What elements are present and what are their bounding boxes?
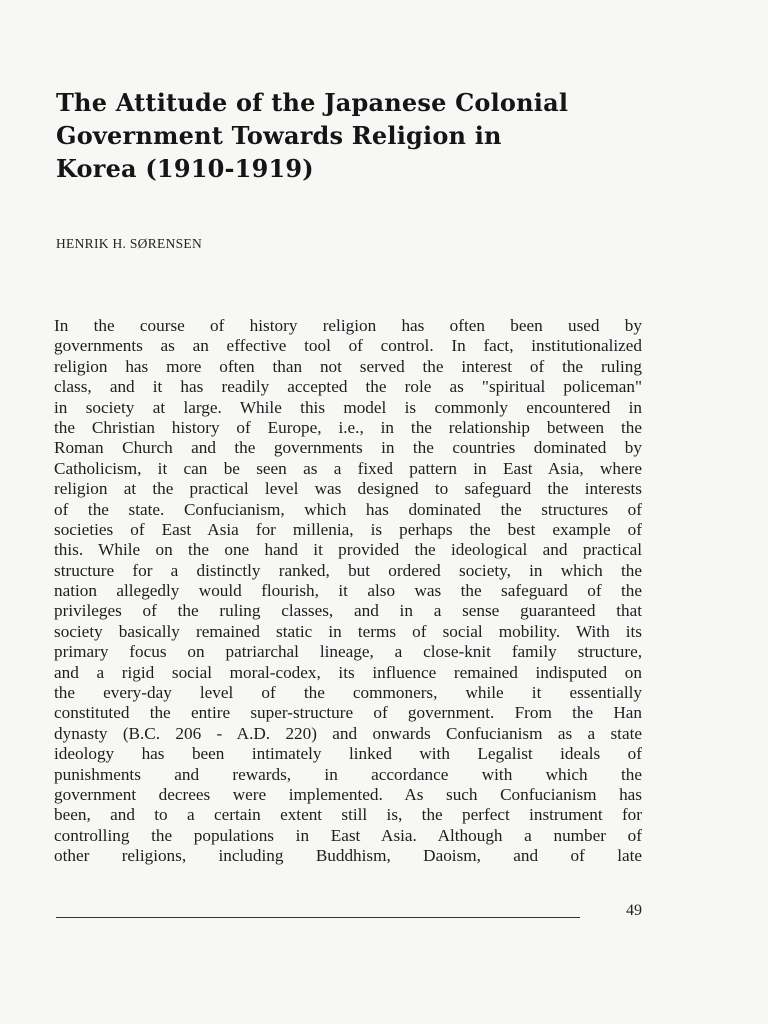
text-line: constituted the entire super-structure of government. From the Han [54,703,642,723]
text-line: society basically remained static in terms of social mobility. With its [54,621,642,641]
text-line: class, and it has readily accepted the role as "spiritual policeman" [54,377,642,397]
text-line: religion has more often than not served the interest of the ruling [54,356,642,376]
text-line: governments as an effective tool of control. In fact, institutionalized [54,336,642,356]
text-line: dynasty (B.C. 206 - A.D. 220) and onwards Confucianism as a state [54,723,642,743]
text-line: government decrees were implemented. As such Confucianism has [54,784,642,804]
text-line: this. While on the one hand it provided the ideological and practical [54,540,642,560]
text-line: privileges of the ruling classes, and in a sense guaranteed that [54,601,642,621]
text-line: nation allegedly would flourish, it also was the safeguard of the [54,581,642,601]
text-line: In the course of history religion has often been used by [54,316,642,335]
page-number: 49 [626,902,642,919]
title-line: The Attitude of the Japanese Colonial [56,88,569,117]
text-line: in society at large. While this model is commonly encountered in [54,397,642,417]
text-line: other religions, including Buddhism, Daoism, and of late [54,846,642,866]
text-line: Catholicism, it can be seen as a fixed pattern in East Asia, where [54,458,642,478]
author-name: HENRIK H. SØRENSEN [56,236,203,251]
text-line: controlling the populations in East Asia. Although a number of [54,825,642,845]
text-line: and a rigid social moral-codex, its influence remained indisputed on [54,662,642,682]
text-line: of the state. Confucianism, which has dominated the structures of [54,499,642,519]
title-line: Government Towards Religion in [56,121,502,150]
text-line: the every-day level of the commoners, while it essentially [54,683,642,703]
text-line: societies of East Asia for millenia, is perhaps the best example of [54,519,642,539]
text-line: primary focus on patriarchal lineage, a close-knit family structure, [54,642,642,662]
text-line: the Christian history of Europe, i.e., in the relationship between the [54,417,642,437]
body-paragraph [54,316,642,867]
footer-rule [56,917,580,918]
text-line: been, and to a certain extent still is, the perfect instrument for [54,805,642,825]
text-line: religion at the practical level was designed to safeguard the interests [54,479,642,499]
text-line: structure for a distinctly ranked, but ordered society, in which the [54,560,642,580]
article-title [56,86,696,185]
text-line: punishments and rewards, in accordance with which the [54,764,642,784]
text-line: ideology has been intimately linked with Legalist ideals of [54,744,642,764]
title-line: Korea (1910-1919) [56,154,314,183]
text-line: Roman Church and the governments in the countries dominated by [54,438,642,458]
